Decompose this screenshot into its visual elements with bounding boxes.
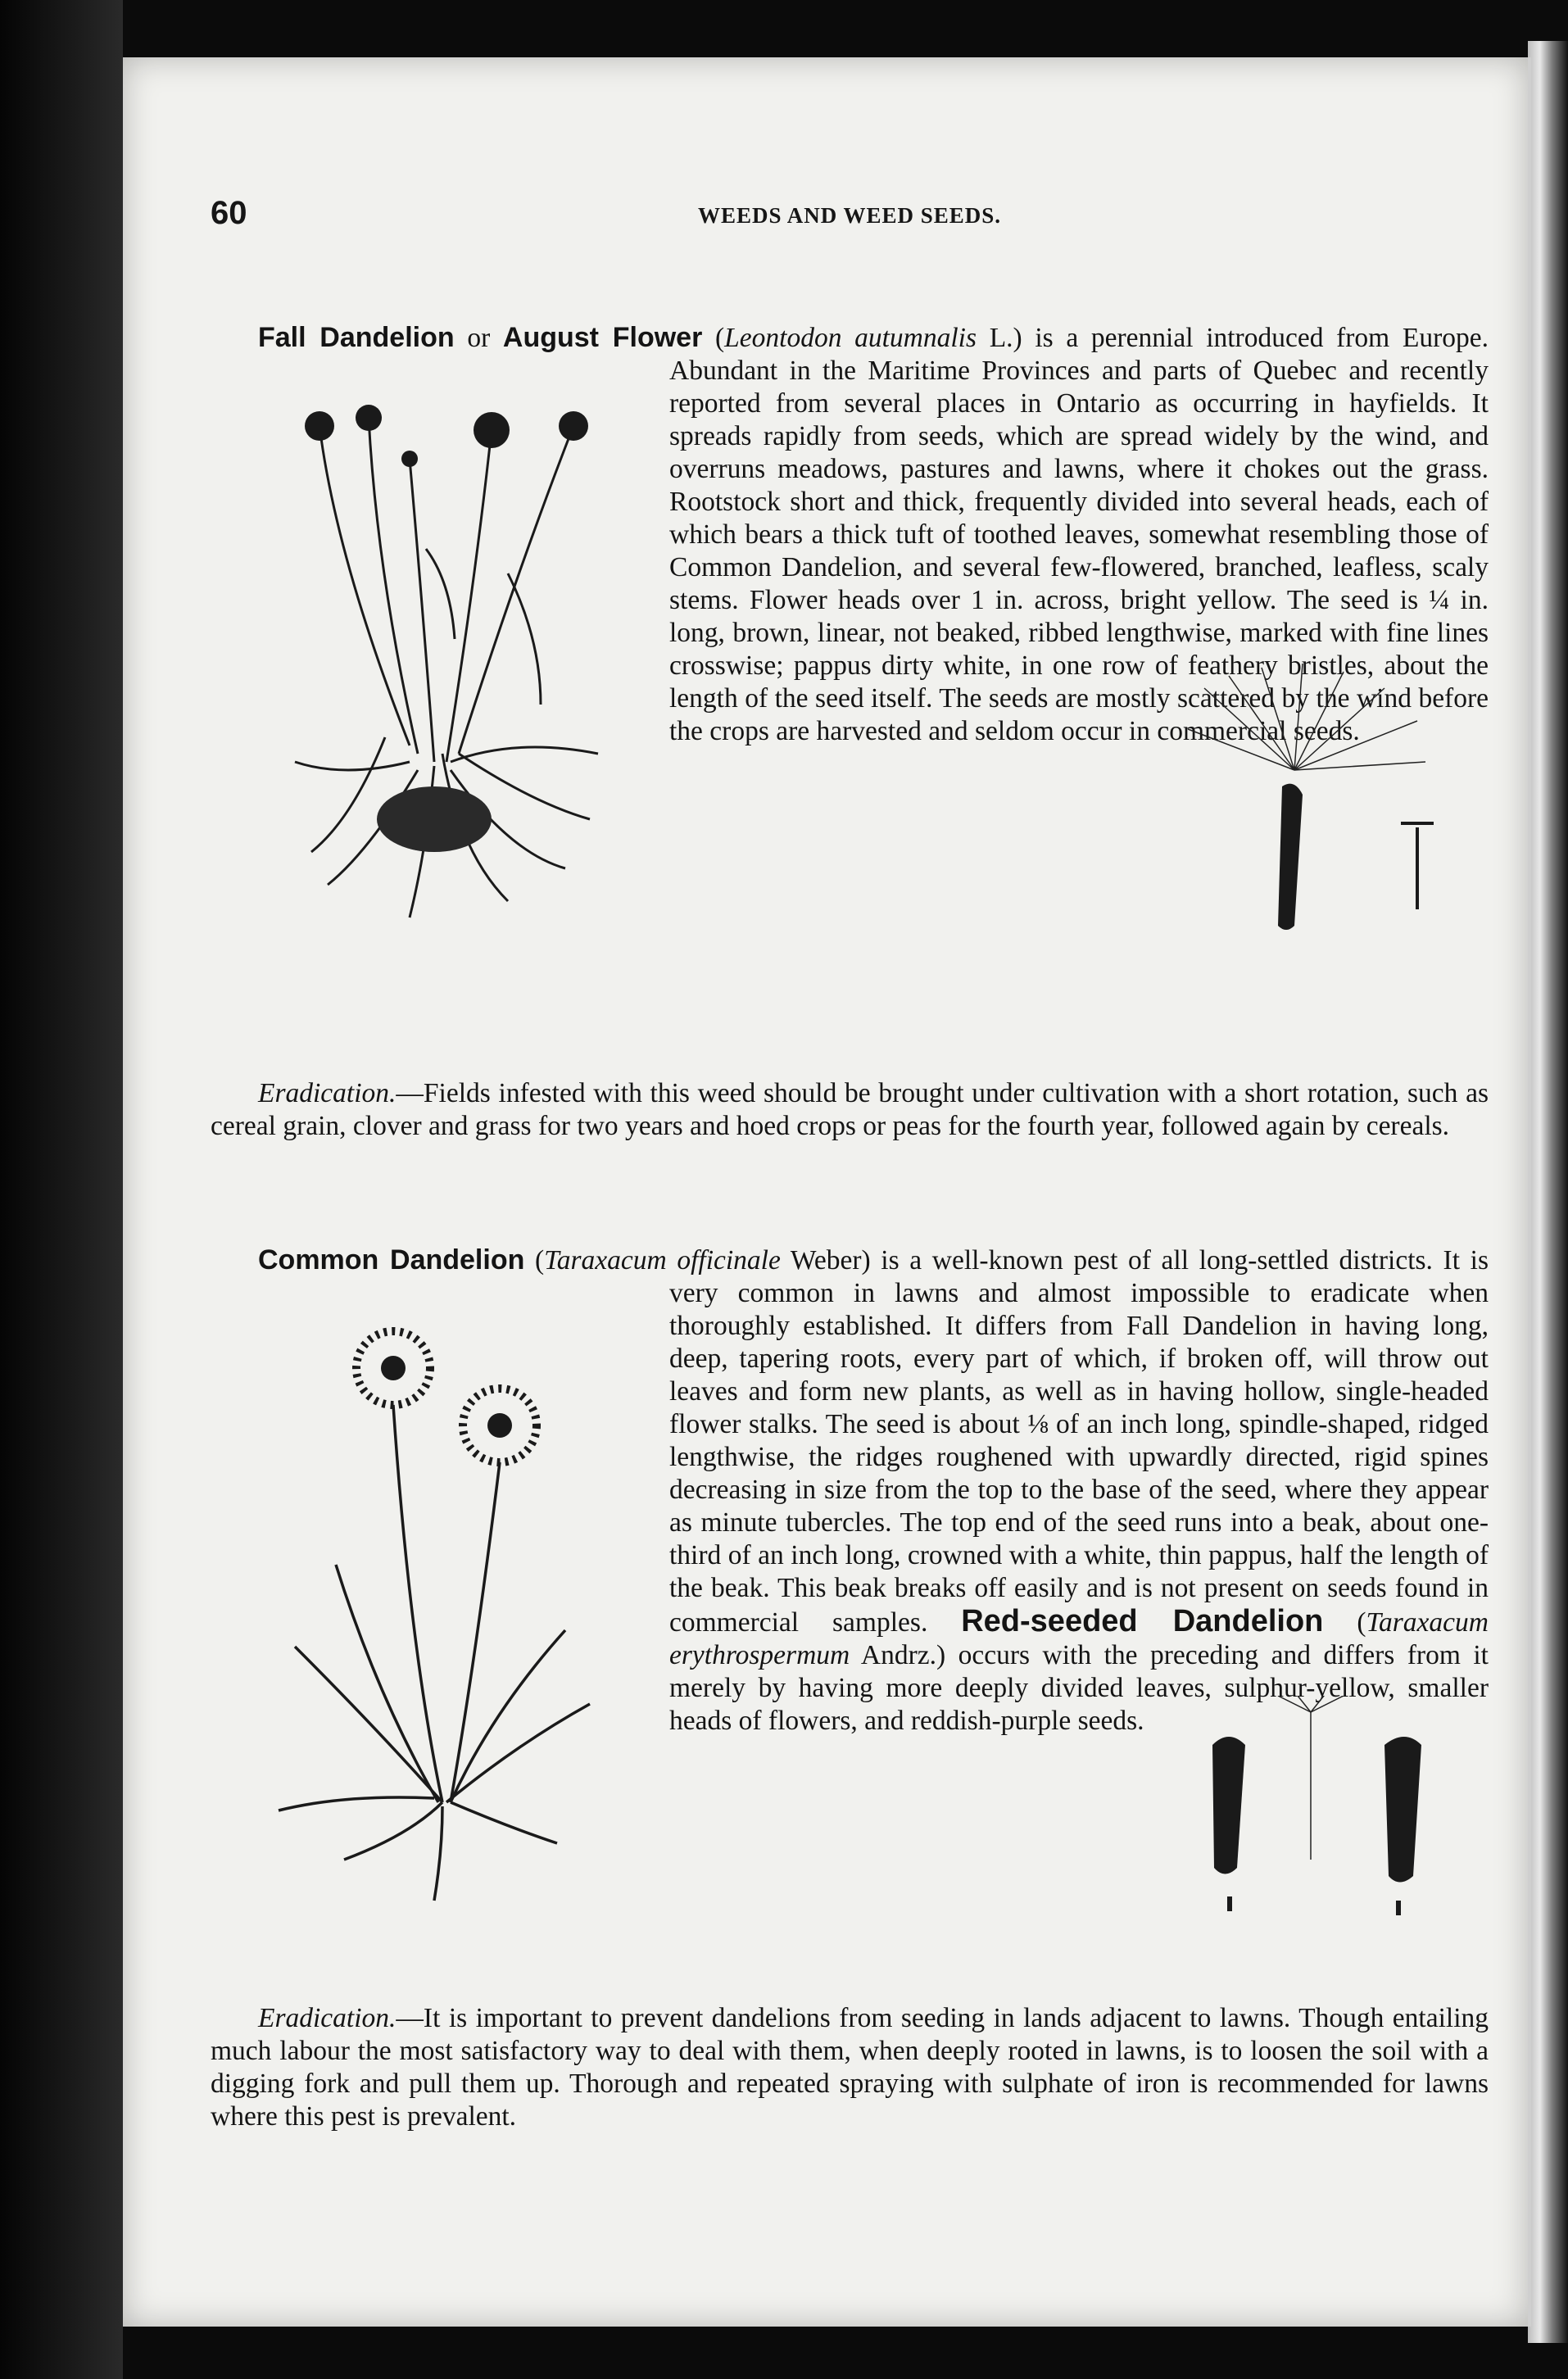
fall-dandelion-body: ) is a perennial introduced from Europe. Abundant in the Maritime Provinces and parts of Quebec and recently reported from several places in Ontario as occurring in hayfields. It spreads rapidly from seeds, which are spread widely by the wind, and overruns meadows, pastures and lawns, where it chokes out the grass. Rootstock short and thick, frequently divided into several heads, each of which bears a thick tuft of toothed leaves, somewhat resembling those of Common Dandelion, and several few-flowered, branched, leafless, scaly stems. Flower heads over 1 in. across, bright yellow. The seed is ¼ in. long, brown, linear, not beaked, ribbed lengthwise, marked with fine lines crosswise; pappus dirty white, in one row of feathery bristles, about the length of the seed itself. The seeds are mostly scattered by the wind before the crops are harvested and seldom occur in commercial seeds.	[669, 323, 1489, 746]
fall-dandelion-paragraph: Fall Dandelion or August Flower (Leontodon autumnalis L.) is a perennial introduced from Europe. Abundant in the Maritime Provinces and parts of Quebec and recently reported from several places in Ontario as occurring in hayfields. It spreads rapidly from seeds, which are spread widely by the wind, and overruns meadows, pastures and lawns, where it chokes out the grass. Rootstock short and thick, frequently divided into several heads, each of which bears a thick tuft of toothed leaves, somewhat resembling those of Common Dandelion, and several few-flowered, branched, leafless, scaly stems. Flower heads over 1 in. across, bright yellow. The seed is ¼ in. long, brown, linear, not beaked, ribbed lengthwise, marked with fine lines crosswise; pappus dirty white, in one row of feathery bristles, about the length of the seed itself. The seeds are mostly scattered by the wind before the crops are harvested and seldom occur in commercial seeds.	[211, 321, 1489, 748]
common-dandelion-eradication	[211, 2002, 1489, 2133]
common-dandelion-seed-illustration	[1188, 1696, 1483, 1933]
running-title: WEEDS AND WEED SEEDS.	[697, 203, 1002, 228]
fall-eradication-text: —Fields infested with this weed should be brought under cultivation with a short rotation, such as cereal grain, clover and grass for two years and hoed crops or peas for the fourth year, followed again by cereals.	[211, 1078, 1489, 1141]
running-head	[211, 195, 1489, 244]
common-dandelion-plant-illustration	[246, 1319, 655, 1909]
page-number: 60	[211, 195, 247, 231]
common-dandelion-paragraph: Common Dandelion (Taraxacum officinale Weber) is a well-known pest of all long-settled districts. It is very common in lawns and almost impossible to eradicate when thoroughly established. It differs from Fall Dandelion in having long, deep, tapering roots, every part of which, if broken off, will throw out leaves and form new plants, as well as in having hollow, single-headed flower stalks. The seed is about ⅛ of an inch long, spindle-shaped, ridged lengthwise, the ridges roughened with upwardly directed, rigid spines decreasing in size from the top to the base of the seed, where they appear as minute tubercles. The top end of the seed runs into a beak, about one-third of an inch long, crowned with a white, thin pappus, half the length of the beak. This beak breaks off easily and is not present on seeds found in commercial samples. Red-seeded Dandelion (Taraxacum erythrospermum Andrz.) occurs with the preceding and differs from it merely by having more deeply divided leaves, sulphur-yellow, smaller heads of flowers, and reddish-purple seeds.	[211, 1244, 1489, 1738]
scan-border-left	[0, 0, 123, 2379]
august-flower-heading: August Flower	[502, 322, 703, 353]
red-seeded-dandelion-heading: Red-seeded Dandelion	[961, 1604, 1324, 1638]
fall-dandelion-heading: Fall Dandelion	[258, 322, 455, 353]
red-seeded-binomial: Taraxacum erythrospermum	[669, 1607, 1489, 1670]
common-eradication-label: Eradication.	[258, 2003, 397, 2033]
fall-dandelion-connector: or	[467, 323, 491, 353]
common-dandelion-heading: Common Dandelion	[258, 1244, 525, 1276]
red-seeded-body: ) occurs with the preceding and differs from it merely by having more deeply divided leaves, sulphur-yellow, smaller heads of flowers, and reddish-purple seeds.	[669, 1640, 1489, 1736]
book-page	[123, 57, 1531, 2327]
scan-binding-edge	[1528, 41, 1568, 2343]
fall-dandelion-plant-illustration	[246, 393, 655, 950]
red-seeded-authority: Andrz.	[860, 1640, 936, 1670]
common-dandelion-body: ) is a well-known pest of all long-settled districts. It is very common in lawns and almost impossible to eradicate when thoroughly established. It differs from Fall Dandelion in having long, deep, tapering roots, every part of which, if broken off, will throw out leaves and form new plants, as well as in having hollow, single-headed flower stalks. The seed is about ⅛ of an inch long, spindle-shaped, ridged lengthwise, the ridges roughened with upwardly directed, rigid spines decreasing in size from the top to the base of the seed, where they appear as minute tubercles. The top end of the seed runs into a beak, about one-third of an inch long, crowned with a white, thin pappus, half the length of the beak. This beak breaks off easily and is not present on seeds found in commercial samples.	[669, 1245, 1489, 1638]
fall-dandelion-authority: L.	[989, 323, 1013, 353]
common-dandelion-binomial: Taraxacum officinale	[544, 1245, 781, 1276]
fall-eradication-label: Eradication.	[258, 1078, 397, 1108]
common-eradication-text: —It is important to prevent dandelions from seeding in lands adjacent to lawns. Though entailing much labour the most satisfactory way to deal with them, when deeply rooted in lawns, is to loosen the soil with a digging fork and pull them up. Thorough and repeated spraying with sulphate of iron is recommended for lawns where this pest is prevalent.	[211, 2003, 1489, 2132]
fall-dandelion-seed-illustration	[1171, 664, 1483, 942]
common-dandelion-authority: Weber	[790, 1245, 862, 1276]
fall-dandelion-binomial: Leontodon autumnalis	[724, 323, 977, 353]
fall-dandelion-eradication	[211, 1077, 1489, 1143]
